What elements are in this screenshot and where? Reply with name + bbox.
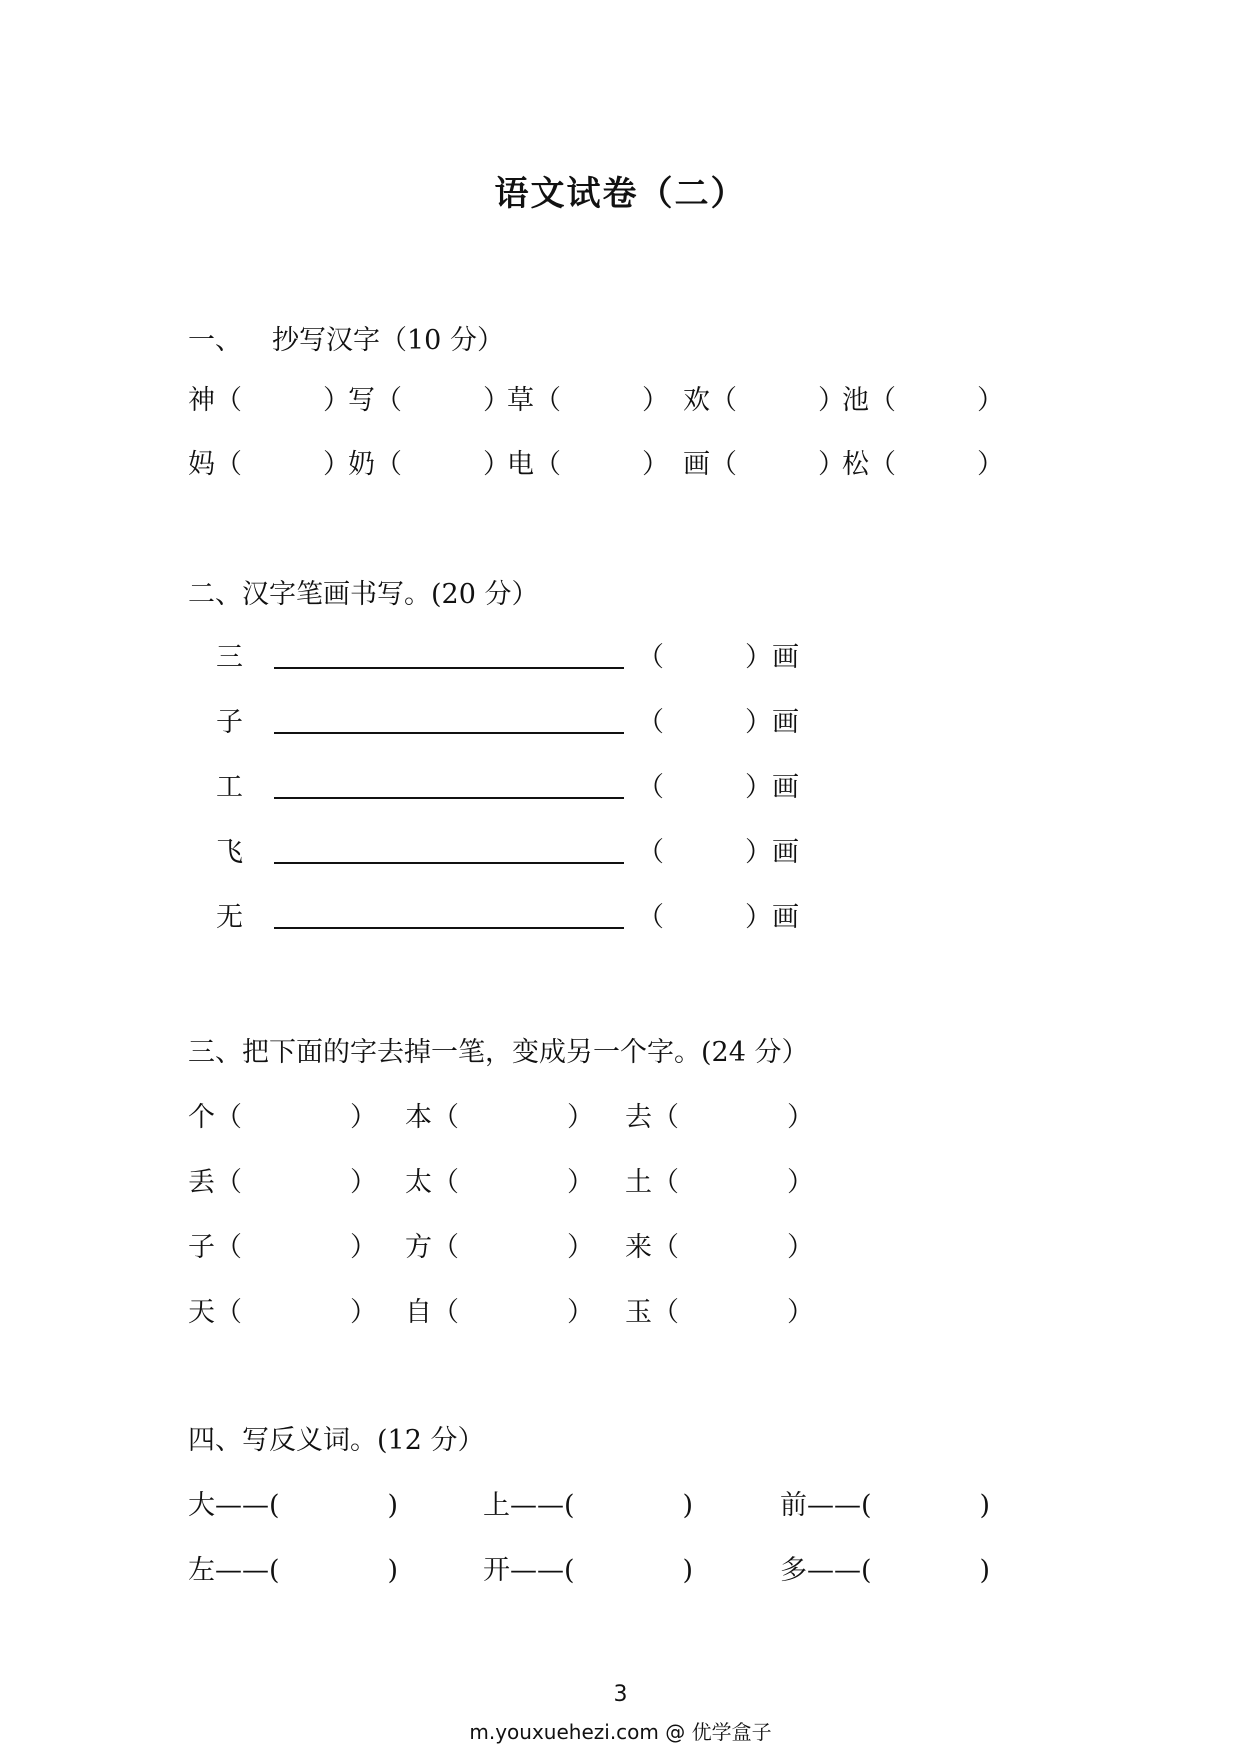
section2-heading: 二、汉字笔画书写。(20 分） bbox=[188, 579, 539, 610]
s4-item: 前——( ) bbox=[780, 1490, 991, 1521]
s2-answer-line[interactable] bbox=[274, 732, 624, 734]
s3-item: 玉（ ） bbox=[625, 1297, 814, 1328]
footer-watermark: m.youxuehezi.com @ 优学盒子 bbox=[469, 1720, 772, 1744]
s2-answer-line[interactable] bbox=[274, 927, 624, 929]
s3-item: 自（ ） bbox=[405, 1297, 594, 1328]
s4-item: 大——( ) bbox=[188, 1490, 399, 1521]
s3-item: 来（ ） bbox=[625, 1232, 814, 1263]
s1-item: 草（ ） bbox=[507, 385, 669, 416]
page-title: 语文试卷（二） bbox=[494, 174, 747, 214]
s2-answer-line[interactable] bbox=[274, 667, 624, 669]
section3-heading: 三、把下面的字去掉一笔，变成另一个字。(24 分） bbox=[188, 1037, 809, 1068]
s3-item: 子（ ） bbox=[188, 1232, 377, 1263]
s3-item: 丢（ ） bbox=[188, 1167, 377, 1198]
s1-item: 电（ ） bbox=[507, 449, 669, 480]
s2-char: 飞 bbox=[216, 837, 243, 868]
s1-item: 欢（ ） bbox=[683, 385, 845, 416]
s2-suffix: （ ）画 bbox=[637, 902, 799, 933]
s2-suffix: （ ）画 bbox=[637, 707, 799, 738]
s2-char: 三 bbox=[216, 642, 243, 673]
s2-suffix: （ ）画 bbox=[637, 642, 799, 673]
s4-item: 多——( ) bbox=[780, 1555, 991, 1586]
s4-item: 左——( ) bbox=[188, 1555, 399, 1586]
section1-heading: 抄写汉字（10 分） bbox=[272, 325, 504, 356]
s2-suffix: （ ）画 bbox=[637, 837, 799, 868]
s2-char: 无 bbox=[216, 902, 243, 933]
section4-heading: 四、写反义词。(12 分） bbox=[188, 1425, 485, 1456]
s3-item: 去（ ） bbox=[625, 1102, 814, 1133]
s1-item: 松（ ） bbox=[842, 449, 1004, 480]
s2-char: 子 bbox=[216, 707, 243, 738]
s1-item: 写（ ） bbox=[348, 385, 510, 416]
s1-item: 妈（ ） bbox=[188, 449, 350, 480]
s3-item: 本（ ） bbox=[405, 1102, 594, 1133]
page-number: 3 bbox=[613, 1682, 628, 1707]
s3-item: 土（ ） bbox=[625, 1167, 814, 1198]
s2-answer-line[interactable] bbox=[274, 797, 624, 799]
s1-item: 神（ ） bbox=[188, 385, 350, 416]
s1-item: 池（ ） bbox=[842, 385, 1004, 416]
s1-item: 奶（ ） bbox=[348, 449, 510, 480]
s1-item: 画（ ） bbox=[683, 449, 845, 480]
section1-number: 一、 bbox=[188, 325, 242, 356]
s4-item: 开——( ) bbox=[483, 1555, 694, 1586]
s2-answer-line[interactable] bbox=[274, 862, 624, 864]
s3-item: 方（ ） bbox=[405, 1232, 594, 1263]
s3-item: 天（ ） bbox=[188, 1297, 377, 1328]
s3-item: 太（ ） bbox=[405, 1167, 594, 1198]
s2-suffix: （ ）画 bbox=[637, 772, 799, 803]
s2-char: 工 bbox=[216, 772, 243, 803]
s4-item: 上——( ) bbox=[483, 1490, 694, 1521]
s3-item: 个（ ） bbox=[188, 1102, 377, 1133]
